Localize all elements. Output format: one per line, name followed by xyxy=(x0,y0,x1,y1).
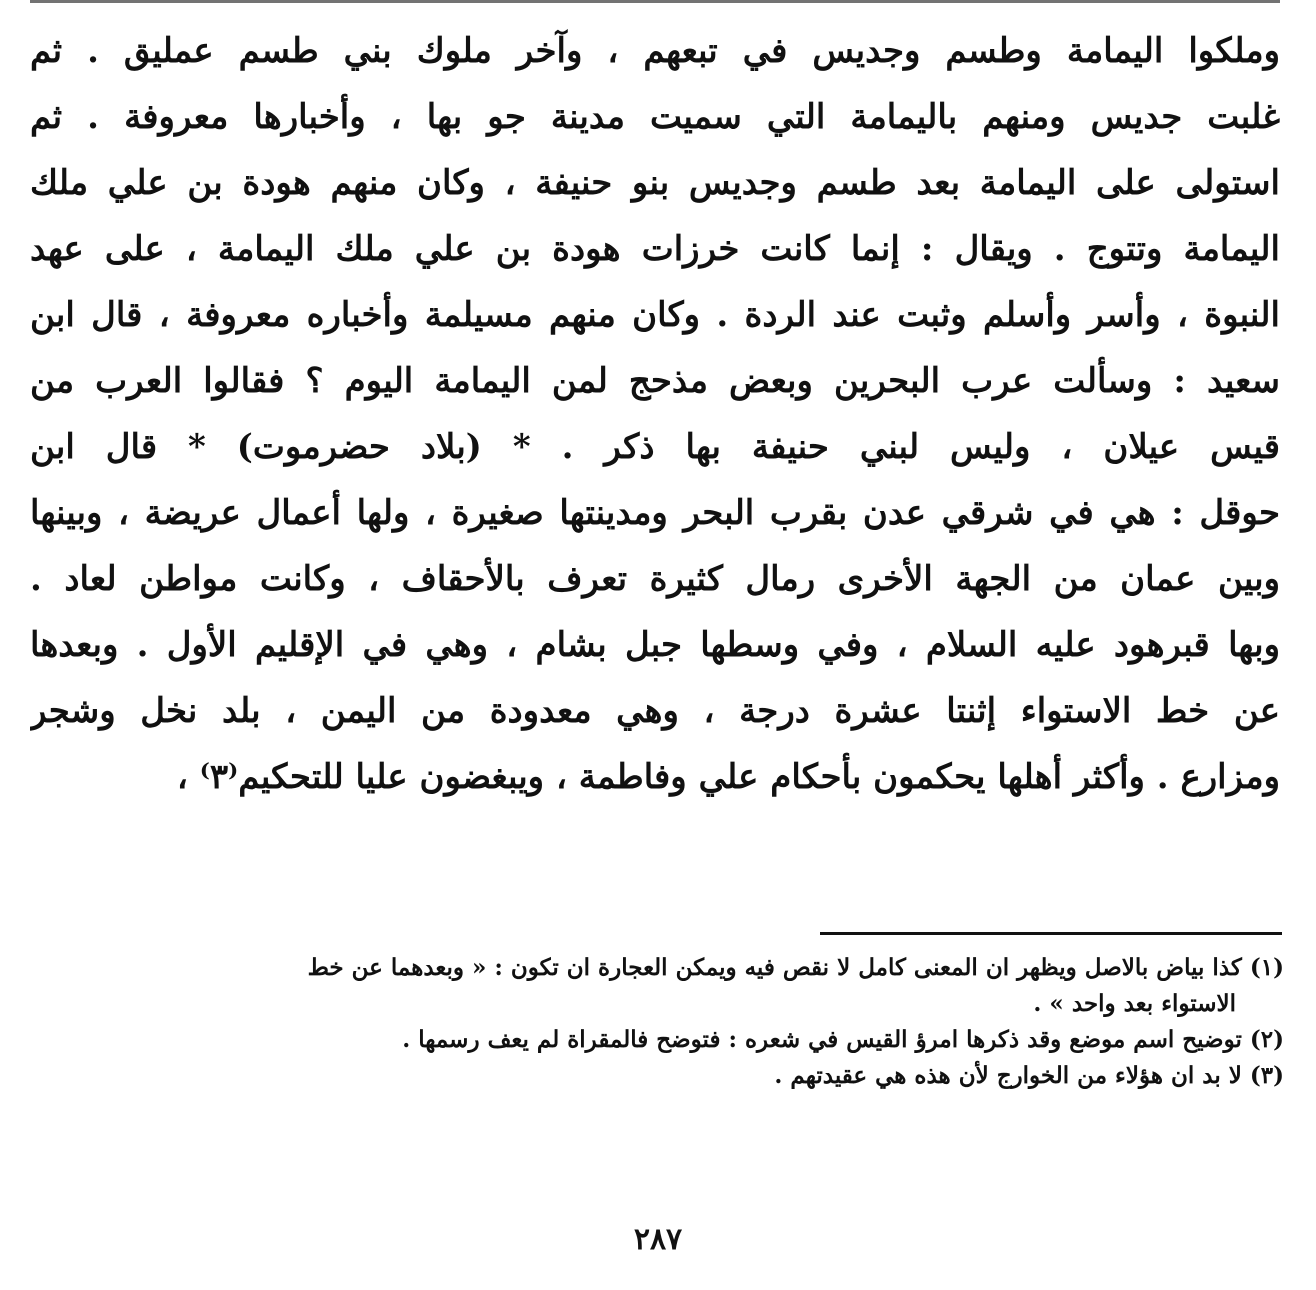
body-line: وملكوا اليمامة وطسم وجديس في تبعهم ، وآخر ملوك بني طسم عمليق . ثم xyxy=(30,31,1280,71)
footnote-1-continuation: الاستواء بعد واحد » . xyxy=(1033,990,1236,1017)
footnote-3: (٣) لا بد ان هؤلاء من الخوارج لأن هذه هي عقيدتهم . xyxy=(774,1062,1284,1089)
footnote-separator xyxy=(820,932,1282,935)
body-line: سعيد : وسألت عرب البحرين وبعض مذحج لمن اليمامة اليوم ؟ فقالوا العرب من xyxy=(30,361,1280,401)
body-line: النبوة ، وأسر وأسلم وثبت عند الردة . وكان منهم مسيلمة وأخباره معروفة ، قال ابن xyxy=(30,295,1280,335)
body-line: حوقل : هي في شرقي عدن بقرب البحر ومدينتها صغيرة ، ولها أعمال عريضة ، وبينها xyxy=(30,493,1280,533)
footnotes-block xyxy=(30,950,1284,1094)
body-line: استولى على اليمامة بعد طسم وجديس بنو حنيفة ، وكان منهم هودة بن علي ملك xyxy=(30,163,1280,203)
page-number: ٢٨٧ xyxy=(633,1222,683,1257)
main-text-block xyxy=(30,18,1280,810)
body-line: عن خط الاستواء إثنتا عشرة درجة ، وهي معدودة من اليمن ، بلد نخل وشجر xyxy=(30,691,1280,731)
body-line: غلبت جديس ومنهم باليمامة التي سميت مدينة جو بها ، وأخبارها معروفة . ثم xyxy=(30,97,1280,137)
body-line: ومزارع . وأكثر أهلها يحكمون بأحكام علي وفاطمة ، ويبغضون عليا للتحكيم⁽٣⁾ ، xyxy=(176,757,1280,797)
body-line: قيس عيلان ، وليس لبني حنيفة بها ذكر . * (بلاد حضرموت) * قال ابن xyxy=(30,427,1280,467)
body-line: وبين عمان من الجهة الأخرى رمال كثيرة تعرف بالأحقاف ، وكانت مواطن لعاد . xyxy=(30,559,1280,599)
footnote-1: (١) كذا بياض بالاصل ويظهر ان المعنى كامل لا نقص فيه ويمكن العجارة ان تكون : « وبعدهما عن خط xyxy=(307,954,1284,981)
top-edge-rule xyxy=(30,0,1280,3)
footnote-2: (٢) توضيح اسم موضع وقد ذكرها امرؤ القيس في شعره : فتوضح فالمقراة لم يعف رسمها . xyxy=(402,1026,1284,1053)
body-line: اليمامة وتتوج . ويقال : إنما كانت خرزات هودة بن علي ملك اليمامة ، على عهد xyxy=(30,229,1280,269)
body-line: وبها قبرهود عليه السلام ، وفي وسطها جبل بشام ، وهي في الإقليم الأول . وبعدها xyxy=(30,625,1280,665)
